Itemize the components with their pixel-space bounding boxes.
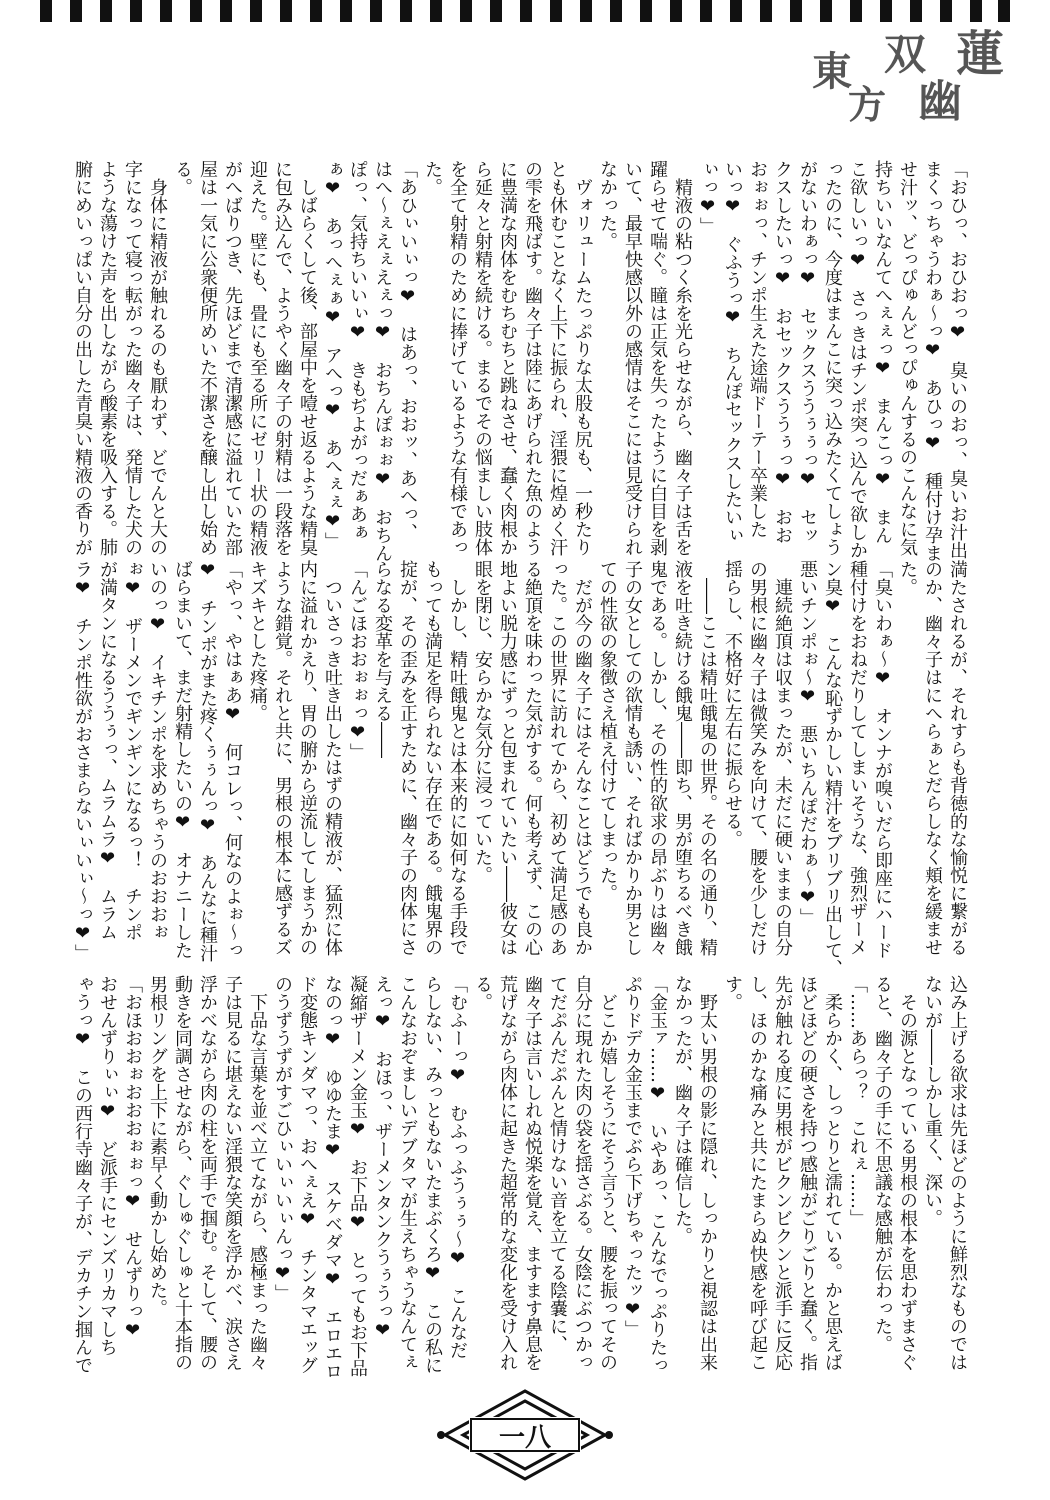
text-line: せ汁ッ、どっぴゅんどっぴゅんするのこんなに気 — [897, 160, 918, 556]
text-line: の男根に幽々子は微笑みを向けて、腰を少しだけ — [747, 560, 768, 956]
text-line: だが今の幽々子にはそんなことはどうでも良か — [572, 560, 593, 956]
text-line: ❤ チンポがまた疼くぅぅんっ❤ あんなに種汁 — [197, 560, 218, 962]
logo-char: 幽 — [918, 76, 962, 127]
text-line: おぉぉっ、チンポ生えた途端ドーテー卒業した — [747, 160, 768, 538]
text-line: 屋は一気に公衆便所めいた不潔さを醸し出し始め — [197, 160, 218, 556]
text-line: はへ〜ぇえぇえぇっ❤ おちんぽぉぉ❤ おちん — [372, 160, 393, 562]
text-line: 種付けをおねだりしてしまいそうな、強烈ザーメ — [847, 560, 868, 956]
text-line: 満たされるが、それすらも背徳的な愉悦に繋がる — [947, 560, 968, 956]
text-line: ――ここは精吐餓鬼の世界。その名の通り、精 — [697, 560, 718, 956]
text-line: る絶頂を味わった気がする。何も考えず、この心 — [522, 560, 543, 956]
text-line: 先が触れる度に男根がビクンビクンと派手に反応 — [772, 975, 793, 1371]
text-line: なのっ❤ ゆゆたま❤ スケベダマ❤ エロエロ — [322, 975, 343, 1380]
text-line: 子は見るに堪えない淫猥な笑顔を浮かべ、涙さえ — [222, 975, 243, 1371]
text-line: 揺らし、不格好に左右に振らせる。 — [722, 560, 743, 848]
text-line: ゃうっ❤ この西行寺幽々子が、デカチン掴んで — [72, 975, 93, 1374]
text-block-top — [72, 160, 970, 562]
logo-char: 双 — [884, 30, 927, 79]
text-line: 地よい脱力感にずっと包まれていたい――彼女は — [497, 560, 518, 956]
text-line: こんなおぞましいデブタマが生えちゃうなんてぇ — [397, 975, 418, 1371]
page-number: 一八 — [498, 1422, 551, 1453]
text-line: こ欲しいっ❤ さっきはチンポ突っ込んで欲しか — [847, 160, 868, 559]
text-line: キズキとした疼痛。 — [247, 560, 268, 722]
text-line: ド変態キンダマっ、おへぇえ❤ チンタマエッグ — [297, 975, 318, 1374]
text-line: いて、最早快感以外の感情はそこには見受けられ — [622, 160, 643, 556]
text-line: 「……あらっ？ これぇ……」 — [847, 975, 868, 1227]
text-line: 内に溢れかえり、胃の腑から逆流してしまうかの — [297, 560, 318, 956]
text-line: 液を吐き続ける餓鬼――即ち、男が堕ちるべき餓 — [672, 560, 693, 956]
text-line: てだぷんだぷんと情けない音を立てる陰嚢に、 — [547, 975, 568, 1353]
text-line: 凝縮ザーメン金玉❤ お下品❤ とってもお下品 — [347, 975, 368, 1377]
logo-char: 蓮 — [956, 26, 1005, 82]
text-line: いっ❤ ぐふうっ❤ ちんぽセックスしたいぃ — [722, 160, 743, 544]
text-line: ると、幽々子の手に不思議な感触が伝わった。 — [872, 975, 893, 1353]
text-line: らしない、みっともないたまぶくろ❤ この私に — [422, 975, 443, 1374]
text-line: のか、幽々子はにへらぁとだらしなく頬を緩ませ — [922, 560, 943, 956]
logo-char: 方 — [848, 82, 887, 127]
text-line: ような錯覚。それと共に、男根の根本に感ずるズ — [272, 560, 293, 956]
text-line: 「臭いわぁ〜❤ オンナが嗅いだら即座にハード — [872, 560, 893, 959]
header-decorative-bar — [40, 0, 1010, 22]
text-line: る。 — [172, 160, 193, 196]
text-line: 浮かべながら肉の柱を両手で掴む。そして、腰の — [197, 975, 218, 1371]
text-line: のうずうずがすごひぃいぃいぃんっ❤」 — [272, 975, 293, 1302]
text-line: とも休むことなく上下に振られ、淫猥に煌めく汗 — [547, 160, 568, 556]
text-line: った。この世界に訪れてから、初めて満足感のあ — [547, 560, 568, 956]
text-line: ような蕩けた声を出しながら酸素を吸入する。肺 — [97, 160, 118, 556]
text-line: 迎えた。壁にも、畳にも至る所にゼリー状の精液 — [247, 160, 268, 556]
text-line: らなる変革を与える―― — [372, 560, 393, 758]
text-line: 「おひっ、おひおっ❤ 臭いのおっ、臭いお汁出 — [947, 160, 968, 559]
text-line: 「金玉ァ……❤ いやあっ、こんなでっぷりたっ — [647, 975, 668, 1374]
text-line: ぉ❤ ザーメンでギンギンになるっ！ チンポ — [122, 560, 143, 941]
text-line: ないが――しかし重く、深い。 — [922, 975, 943, 1227]
text-line: なかったが、幽々子は確信した。 — [672, 975, 693, 1245]
text-line: 野太い男根の影に隠れ、しっかりと視認は出来 — [697, 975, 718, 1371]
text-line: クスしたいっ❤ おセックスううぅっ❤ おお — [772, 160, 793, 544]
text-line: 躍らせて喘ぐ。瞳は正気を失ったように白目を剥 — [647, 160, 668, 556]
text-line: が満タンになるううぅっ、ムラムラ❤ ムラム — [97, 560, 118, 941]
text-line: 幽々子は言いしれぬ悦楽を覚え、ますます鼻息を — [522, 975, 543, 1371]
text-line: 「むふーっ❤ むふっふうぅぅ〜❤ こんなだ — [447, 975, 468, 1359]
text-line: 腑にめいっぱい自分の出した青臭い精液の香りが — [72, 160, 93, 556]
text-line: 込み上げる欲求は先ほどのように鮮烈なものでは — [947, 975, 968, 1371]
text-line: 動きを同調させながら、ぐしゅぐしゅと十本指の — [172, 975, 193, 1371]
text-line: まくっちゃうわぁ〜っ❤ あひっ❤ 種付け孕ま — [922, 160, 943, 562]
text-line: 悪いチンポぉ〜❤ 悪いちんぽだわぁ〜❤」 — [797, 560, 818, 926]
text-line: ついさっき吐き出したはずの精液が、猛烈に体 — [322, 560, 343, 956]
text-line: す。 — [722, 975, 743, 1011]
title-logo — [810, 28, 1010, 136]
text-block-middle — [72, 560, 970, 977]
text-line: がへばりつき、先ほどまで清潔感に溢れていた部 — [222, 160, 243, 556]
text-line: 眼を閉じ、安らかな気分に浸っていた。 — [472, 560, 493, 884]
text-line: えっ❤ おほっ、ザーメンタンクうぅうっ❤ — [372, 975, 393, 1341]
text-line: 荒げながら肉体に起きた超常的な変化を受け入れ — [497, 975, 518, 1371]
text-line: た。 — [897, 560, 918, 596]
text-line: し、ほのかな痛みと共にたまらぬ快感を呼び起こ — [747, 975, 768, 1371]
text-line: ぁ❤ あっへぇぁ❤ アへっ❤ あへぇぇ❤」 — [322, 160, 343, 550]
text-line: ての性欲の象徴さえ植え付けてしまった。 — [597, 560, 618, 902]
text-line: を全て射精のために捧げているような有様であっ — [447, 160, 468, 556]
text-line: いのっ❤ イキチンポを求めちゃうのおおおぉ — [147, 560, 168, 941]
text-line: 「あひぃいぃっ❤ はあっ、おおッ、あへっ、 — [397, 160, 418, 541]
text-line: ら延々と射精を続ける。まるでその悩ましい肢体 — [472, 160, 493, 556]
text-line: しかし、精吐餓鬼とは本来的に如何なる手段で — [447, 560, 468, 956]
text-line: 身体に精液が触れるのも厭わず、どでんと大の — [147, 160, 168, 556]
text-line: もっても満足を得られない存在である。餓鬼界の — [422, 560, 443, 956]
text-line: 子の女としての欲情も誘い、そればかりか男とし — [622, 560, 643, 956]
text-line: に豊満な肉体をむちむちと跳ねさせ、蠢く肉根か — [497, 160, 518, 556]
text-line: 「おほおおぉおおおぉぉっ❤ せんずりっ❤ — [122, 975, 143, 1341]
text-block-bottom — [72, 975, 970, 1380]
logo-char: 東 — [812, 48, 852, 95]
text-line: 自分に現れた肉の袋を揺さぶる。女陰にぶつかっ — [572, 975, 593, 1371]
text-line: ぷりドデカ金玉までぶら下げちゃったッ❤」 — [622, 975, 643, 1338]
text-line: 「んごほおおぉぉっ❤」 — [347, 560, 368, 761]
text-line: ほどほどの硬さを持つ感触がごりごりと蠢く。指 — [797, 975, 818, 1371]
text-line: しばらくして後、部屋中を噎せ返るような精臭 — [297, 160, 318, 556]
text-line: 字になって寝っ転がった幽々子は、発情した犬の — [122, 160, 143, 556]
text-line: に包み込んで、ようやく幽々子の射精は一段落を — [272, 160, 293, 556]
text-line: 鬼である。しかし、その性的欲求の昂ぶりは幽々 — [647, 560, 668, 956]
text-line: ラ❤ チンポ性欲がおさまらないぃいぃ〜っ❤」 — [72, 560, 93, 962]
text-line: どこか嬉しそうにそう言うと、腰を振ってその — [597, 975, 618, 1371]
text-line: おせんずりぃぃ❤ ど派手にセンズリカマしち — [97, 975, 118, 1356]
text-line: その源となっている男根の根本を思わずまさぐ — [897, 975, 918, 1371]
text-line: ばらまいて、まだ射精したいの❤ オナニーした — [172, 560, 193, 959]
text-line: 「やっ、やはぁあ❤ 何コレっ、何なのよぉ〜っ — [222, 560, 243, 959]
text-line: 精液の粘つく糸を光らせながら、幽々子は舌を — [672, 160, 693, 556]
text-line: 掟が、その歪みを正すために、幽々子の肉体にさ — [397, 560, 418, 956]
text-line: ヴォリュームたっぷりな太股も尻も、一秒たり — [572, 160, 593, 556]
text-line: ったのに、今度はまんこに突っ込みたくてしょう — [822, 160, 843, 556]
text-line: ぃっ❤」 — [697, 160, 718, 235]
text-line: 下品な言葉を並べ立てながら、感極まった幽々 — [247, 975, 268, 1371]
text-line: 男根リングを上下に素早く動かし始めた。 — [147, 975, 168, 1317]
text-line: た。 — [422, 160, 443, 196]
text-line: 持ちいいなんてへぇぇっ❤ まんこっ❤ まん — [872, 160, 893, 544]
text-line: がないわぁっ❤ セックスううぅぅっ❤ セッ — [797, 160, 818, 544]
text-line: の雫を飛ばす。幽々子は陸にあげられた魚のよう — [522, 160, 543, 556]
text-line: 連続絶頂は収まったが、未だに硬いままの自分 — [772, 560, 793, 956]
text-line: 柔らかく、しっとりと濡れている。かと思えば — [822, 975, 843, 1371]
text-line: る。 — [472, 975, 493, 1011]
text-line: ン臭❤ こんな恥ずかしい精汁をブリブリ出して、 — [822, 560, 843, 977]
text-line: ぽっ、気持ちいいぃ❤ きもぢよがっだぁあぁ — [347, 160, 368, 541]
text-line: なかった。 — [597, 160, 618, 250]
